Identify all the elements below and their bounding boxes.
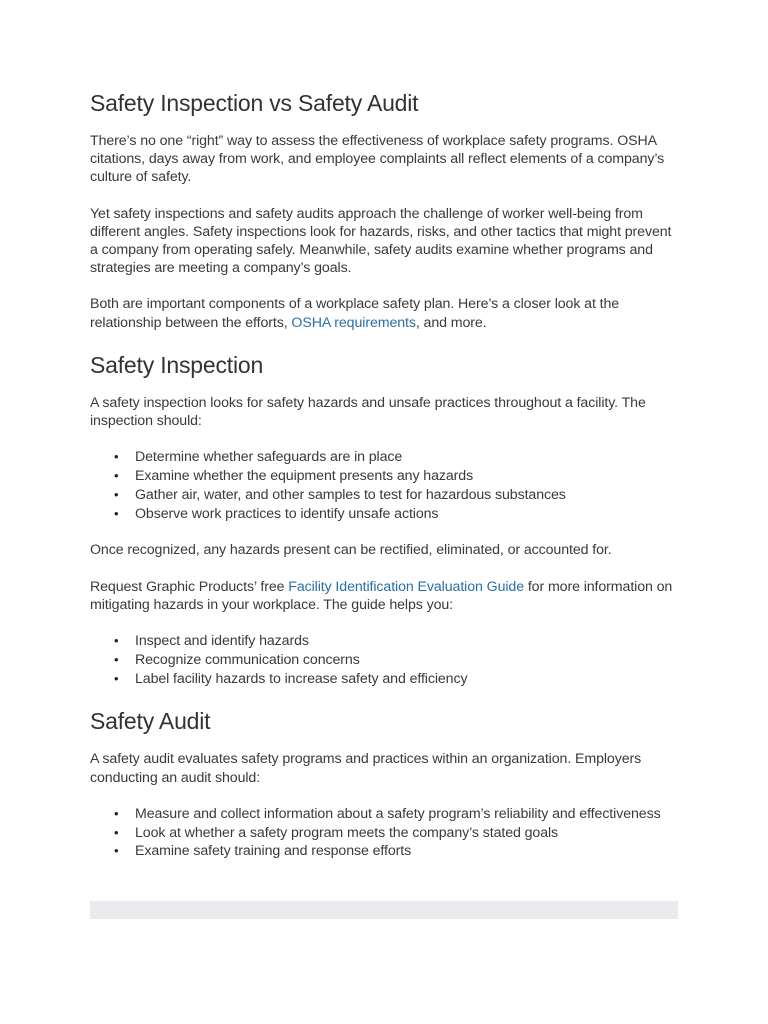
list-item-text: Recognize communication concerns: [135, 651, 360, 668]
bullet-icon: •: [114, 670, 119, 686]
list-item-text: Gather air, water, and other samples to test for hazardous substances: [135, 486, 566, 503]
section-heading-safety-audit: Safety Audit: [90, 708, 211, 735]
audit-paragraph-1: A safety audit evaluates safety programs and practices within an organization. Employers conducting an audit should:: [90, 751, 642, 786]
list-item-text: Examine whether the equipment presents any hazards: [135, 468, 474, 485]
bullet-icon: •: [114, 651, 119, 667]
intro-paragraph-3-text-a: Both are important components of a workplace safety plan. Here’s a closer look at the relationship between the efforts,: [90, 296, 620, 331]
inspection-paragraph-3-text-b: for more information on mitigating hazards in your workplace. The guide helps you:: [90, 578, 673, 613]
bullet-icon: •: [114, 468, 119, 484]
section-heading-safety-inspection: Safety Inspection: [90, 351, 264, 378]
list-item-text: Inspect and identify hazards: [135, 633, 309, 650]
list-item-text: Determine whether safeguards are in place: [135, 449, 403, 466]
page-title: Safety Inspection vs Safety Audit: [90, 90, 419, 116]
list-item: [114, 448, 680, 467]
intro-paragraph-2: Yet safety inspections and safety audits approach the challenge of worker well-being from different angles. Safety inspections look for hazards, risks, and other tactics that might prevent a company from operating safely. Meanwhile, safety audits examine whether programs and strategies are meeting a company’s goals.: [90, 205, 672, 277]
list-item-text: Look at whether a safety program meets the company’s stated goals: [135, 824, 559, 841]
inspection-paragraph-3-text-a: Request Graphic Products’ free: [90, 578, 289, 595]
bullet-icon: •: [114, 805, 119, 821]
intro-paragraph-1: There’s no one “right” way to assess the effectiveness of workplace safety programs. OSHA citations, days away from work, and employee complaints all reflect elements of a company’s culture of safety.: [90, 133, 665, 186]
list-item: [114, 632, 680, 651]
list-item: [114, 651, 680, 670]
bullet-icon: •: [114, 505, 119, 521]
inspection-checklist: [90, 448, 680, 523]
osha-requirements-link[interactable]: OSHA requirements: [291, 314, 416, 331]
inspection-paragraph-2: Once recognized, any hazards present can be rectified, eliminated, or accounted for.: [90, 542, 612, 559]
list-item: [114, 505, 680, 524]
bullet-icon: •: [114, 824, 119, 840]
bullet-icon: •: [114, 486, 119, 502]
document-body: [90, 88, 680, 879]
list-item: [114, 842, 680, 861]
guide-benefits-list: [90, 632, 680, 688]
intro-paragraph-3-text-b: , and more.: [415, 314, 487, 331]
list-item: [114, 486, 680, 505]
bullet-icon: •: [114, 633, 119, 649]
list-item: [114, 824, 680, 843]
list-item-text: Label facility hazards to increase safety and efficiency: [135, 670, 468, 687]
list-item-text: Examine safety training and response efforts: [135, 843, 412, 860]
bullet-icon: •: [114, 843, 119, 859]
inspection-paragraph-3: [90, 578, 680, 614]
audit-checklist: [90, 805, 680, 861]
list-item: [114, 670, 680, 689]
bullet-icon: •: [114, 449, 119, 465]
list-item: [114, 467, 680, 486]
footer-bar: [90, 901, 678, 919]
intro-paragraph-3: [90, 295, 680, 331]
facility-guide-link[interactable]: Facility Identification Evaluation Guide: [288, 578, 524, 595]
list-item-text: Measure and collect information about a safety program’s reliability and effectiveness: [135, 805, 661, 822]
list-item-text: Observe work practices to identify unsafe actions: [135, 505, 439, 522]
list-item: [114, 805, 680, 824]
inspection-paragraph-1: A safety inspection looks for safety hazards and unsafe practices throughout a facility. The inspection should:: [90, 394, 646, 430]
